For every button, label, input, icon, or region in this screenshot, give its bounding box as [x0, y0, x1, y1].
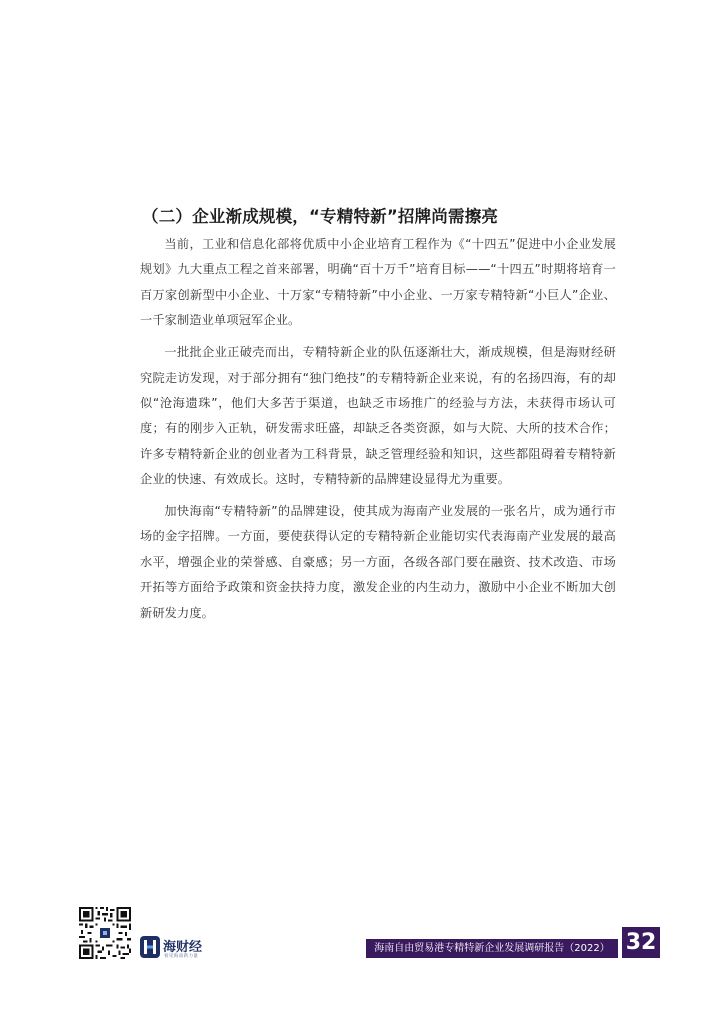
paragraph-2: 一批批企业正破壳而出，专精特新企业的队伍逐渐壮大，渐成规模，但是海财经研究院走访发现，对于部分拥有“独门绝技”的专精特新企业来说，有的名扬四海，有的却似“沧海遗珠”，他们大多苦于渠道，也缺乏市场推广的经验与方法，未获得市场认可度；有的刚步入正轨，研发需求旺盛，却缺乏各类资源，如与大院、大所的技术合作；许多专精特新企业的创业者为工科背景，缺乏管理经验和知识，这些都阻碍着专精特新企业的快速、有效成长。这时，专精特新的品牌建设显得尤为重要。 — [140, 345, 616, 487]
section-heading: （二）企业渐成规模，“专精特新”招牌尚需擦亮 — [142, 207, 499, 226]
paragraph-3: 加快海南“专精特新”的品牌建设，使其成为海南产业发展的一张名片，成为通行市场的金字招牌。一方面，要使获得认定的专精特新企业能切实代表海南产业发展的最高水平，增强企业的荣誉感、自豪感；另一方面，各级各部门要在融资、技术改造、市场开拓等方面给予政策和资金扶持力度，激发企业的内生动力，激励中小企业不断加大创新研发力度。 — [140, 504, 616, 620]
logo-tagline: 看见海南新力量 — [164, 954, 199, 959]
report-title: 海南自由贸易港专精特新企业发展调研报告（2022） — [366, 939, 618, 958]
page-number: 32 — [622, 927, 660, 958]
logo — [140, 936, 212, 962]
logo-mark-icon — [140, 936, 160, 958]
logo-name: 海财经 — [163, 940, 203, 955]
paragraph-1: 当前，工业和信息化部将优质中小企业培育工程作为《“十四五”促进中小企业发展规划》九大重点工程之首来部署，明确“百十万千”培育目标——“十四五”时期将培育一百万家创新型中小企业、十万家“专精特新”中小企业、一万家专精特新“小巨人”企业、一千家制造业单项冠军企业。 — [140, 237, 616, 328]
qr-code-icon — [79, 907, 131, 959]
body-text — [140, 232, 616, 626]
